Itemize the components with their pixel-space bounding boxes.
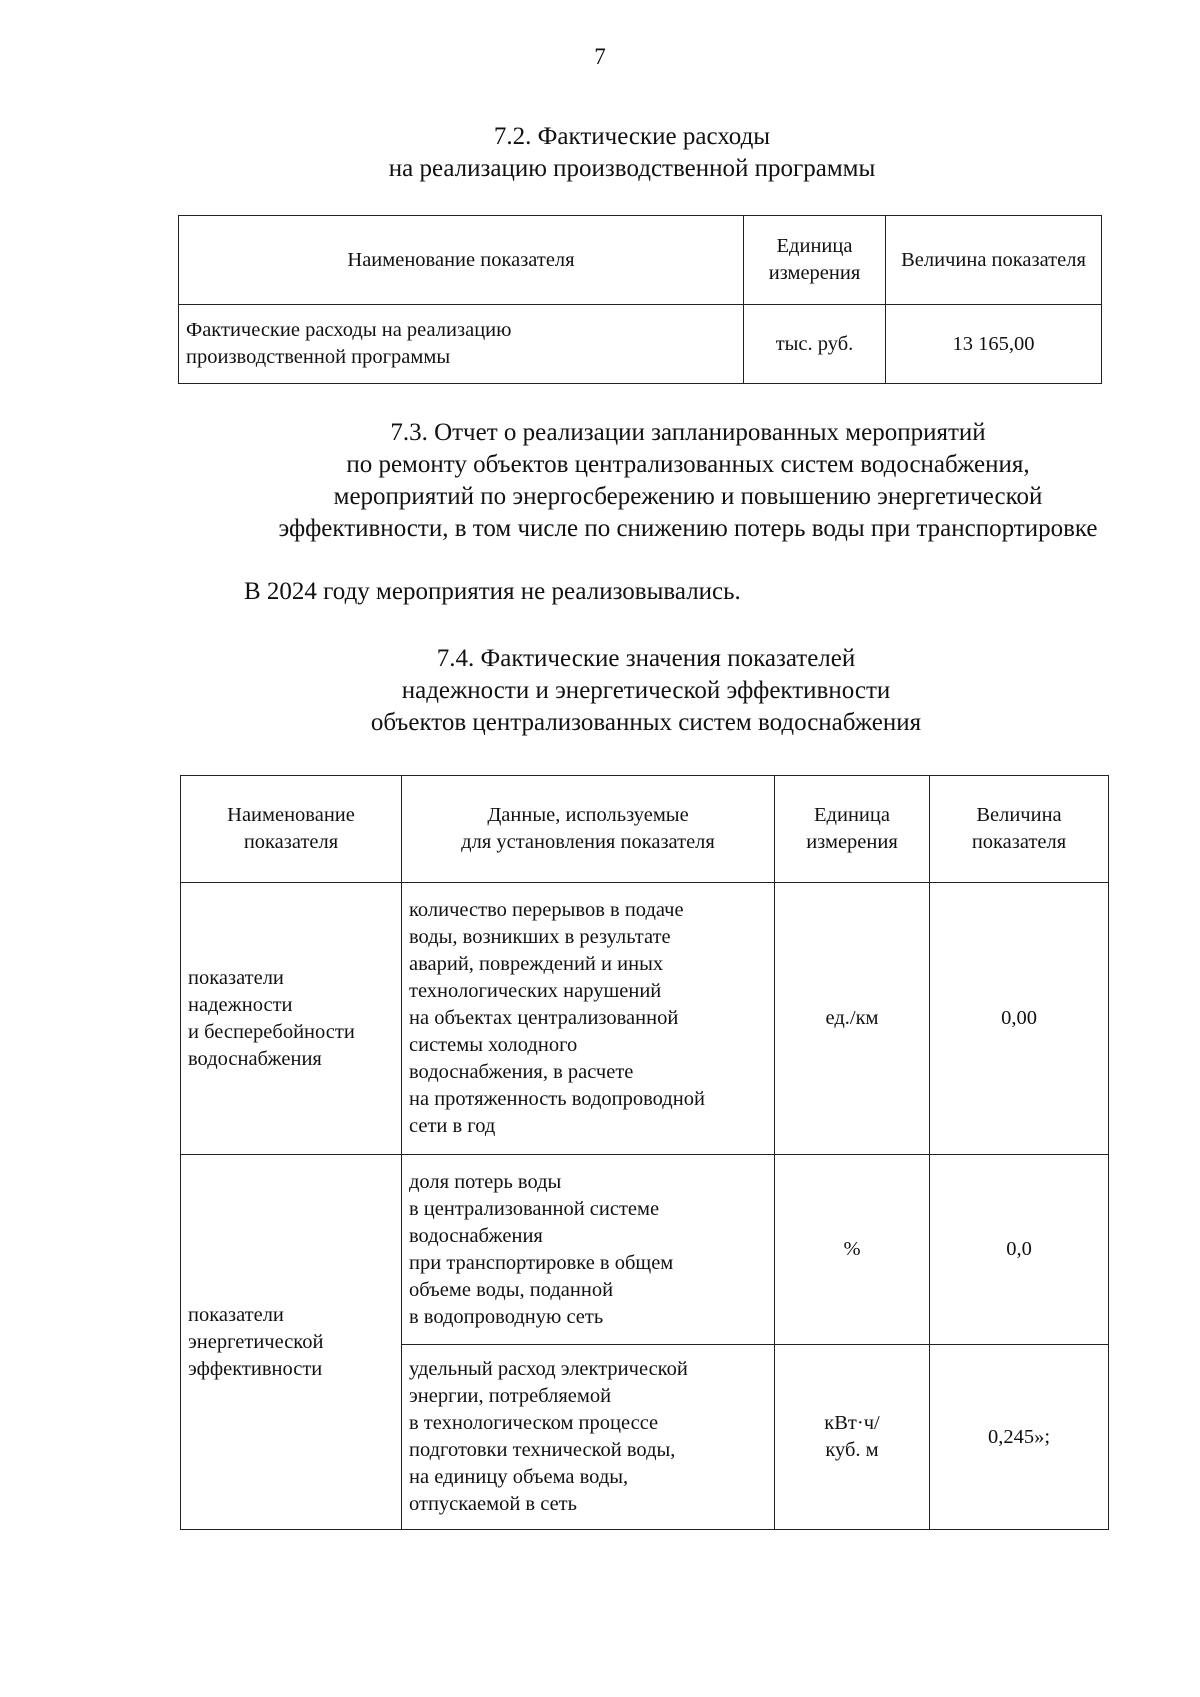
table-row (181, 1155, 1109, 1345)
row-unit (775, 883, 930, 1155)
row-unit (775, 1155, 930, 1345)
cell-line: технологических нарушений (409, 980, 662, 1002)
row-value: 0,0 (930, 1155, 1109, 1345)
cell-line: энергетической (188, 1330, 324, 1353)
cell-line: для установления показателя (461, 831, 715, 853)
cell-line: в технологическом процессе (409, 1412, 659, 1434)
table-row (179, 305, 1102, 384)
cell-line: Наименование (227, 804, 355, 826)
header-value: Величина показателя (886, 216, 1102, 305)
row-data-used (402, 1155, 775, 1345)
section-7-2-title (0, 121, 1200, 185)
section-7-4-title (14, 643, 1200, 739)
cell-line: аварий, повреждений и иных (409, 953, 664, 975)
cell-line: удельный расход электрической (409, 1358, 688, 1380)
cell-line: Единица (814, 804, 890, 826)
cell-line: сети в год (409, 1115, 496, 1137)
cell-line: Данные, используемые (487, 804, 689, 826)
expenses-table (178, 215, 1102, 384)
header-unit (775, 776, 930, 883)
table-header-row (181, 776, 1109, 883)
cell-line: водоснабжения (409, 1224, 543, 1247)
section-7-3-title (178, 417, 1198, 545)
header-indicator-name: Наименование показателя (179, 216, 744, 305)
cell-line: в водопроводную сеть (409, 1305, 604, 1328)
cell-line: отпускаемой в сеть (409, 1493, 577, 1515)
cell-line: Величина (976, 804, 1062, 826)
title-line: 7.4. Фактические значения показателей (436, 645, 856, 672)
table-header-row (179, 216, 1102, 305)
cell-line: водоснабжения, в расчете (409, 1061, 634, 1083)
cell-line: куб. м (825, 1439, 879, 1461)
title-line: 7.2. Фактические расходы (493, 123, 771, 150)
page-number: 7 (594, 44, 606, 69)
cell-line: подготовки технической воды, (409, 1439, 676, 1461)
cell-line: водоснабжения (188, 1047, 322, 1070)
cell-line: измерения (806, 831, 898, 853)
row-data-used (402, 1345, 775, 1530)
cell-line: показатели (188, 966, 284, 989)
cell-line: кВт·ч/ (824, 1412, 880, 1434)
cell-line: эффективности (188, 1357, 323, 1380)
cell-line: в централизованной системе (409, 1197, 660, 1220)
cell-line: производственной программы (186, 346, 451, 368)
cell-line: доля потерь воды (409, 1170, 562, 1193)
title-line: эффективности, в том числе по снижению потерь воды при транспортировке (278, 515, 1098, 542)
cell-line: % (843, 1238, 861, 1260)
row-data-used (402, 883, 775, 1155)
title-line: по ремонту объектов централизованных систем водоснабжения, (346, 451, 1030, 478)
title-line: мероприятий по энергосбережению и повышению энергетической (333, 483, 1043, 510)
title-line: 7.3. Отчет о реализации запланированных мероприятий (390, 419, 986, 446)
title-line: надежности и энергетической эффективности (401, 677, 891, 704)
cell-line: Фактические расходы на реализацию (186, 319, 512, 341)
row-value: 0,245»; (930, 1345, 1109, 1530)
section-7-3-text: В 2024 году мероприятия не реализовывались. (244, 578, 741, 605)
row-unit (775, 1345, 930, 1530)
cell-line: на протяженность водопроводной (409, 1088, 705, 1110)
indicators-table (180, 775, 1109, 1530)
cell-line: системы холодного (409, 1034, 578, 1056)
row-value: 0,00 (930, 883, 1109, 1155)
cell-line: ед./км (825, 1007, 879, 1029)
cell-line: объеме воды, поданной (409, 1278, 614, 1301)
group-efficiency-name (181, 1155, 402, 1530)
cell-line: показателя (243, 831, 339, 853)
cell-line: надежности (188, 993, 293, 1016)
title-line: на реализацию производственной программы (388, 155, 876, 182)
header-unit: Единица измерения (744, 216, 886, 305)
cell-line: показатели (188, 1303, 284, 1326)
header-indicator-name (181, 776, 402, 883)
cell-line: энергии, потребляемой (409, 1385, 612, 1407)
cell-line: на единицу объема воды, (409, 1466, 629, 1488)
cell-line: при транспортировке в общем (409, 1251, 674, 1274)
row-indicator-name (179, 305, 744, 384)
group-reliability-name (181, 883, 402, 1155)
cell-line: и бесперебойности (188, 1020, 355, 1043)
row-unit: тыс. руб. (744, 305, 886, 384)
table-row (181, 883, 1109, 1155)
cell-line: воды, возникших в результате (409, 926, 671, 948)
header-value (930, 776, 1109, 883)
row-value: 13 165,00 (886, 305, 1102, 384)
cell-line: на объектах централизованной (409, 1007, 679, 1029)
cell-line: количество перерывов в подаче (409, 899, 684, 921)
cell-line: показателя (971, 831, 1067, 853)
title-line: объектов централизованных систем водоснабжения (370, 709, 922, 736)
header-data-used (402, 776, 775, 883)
